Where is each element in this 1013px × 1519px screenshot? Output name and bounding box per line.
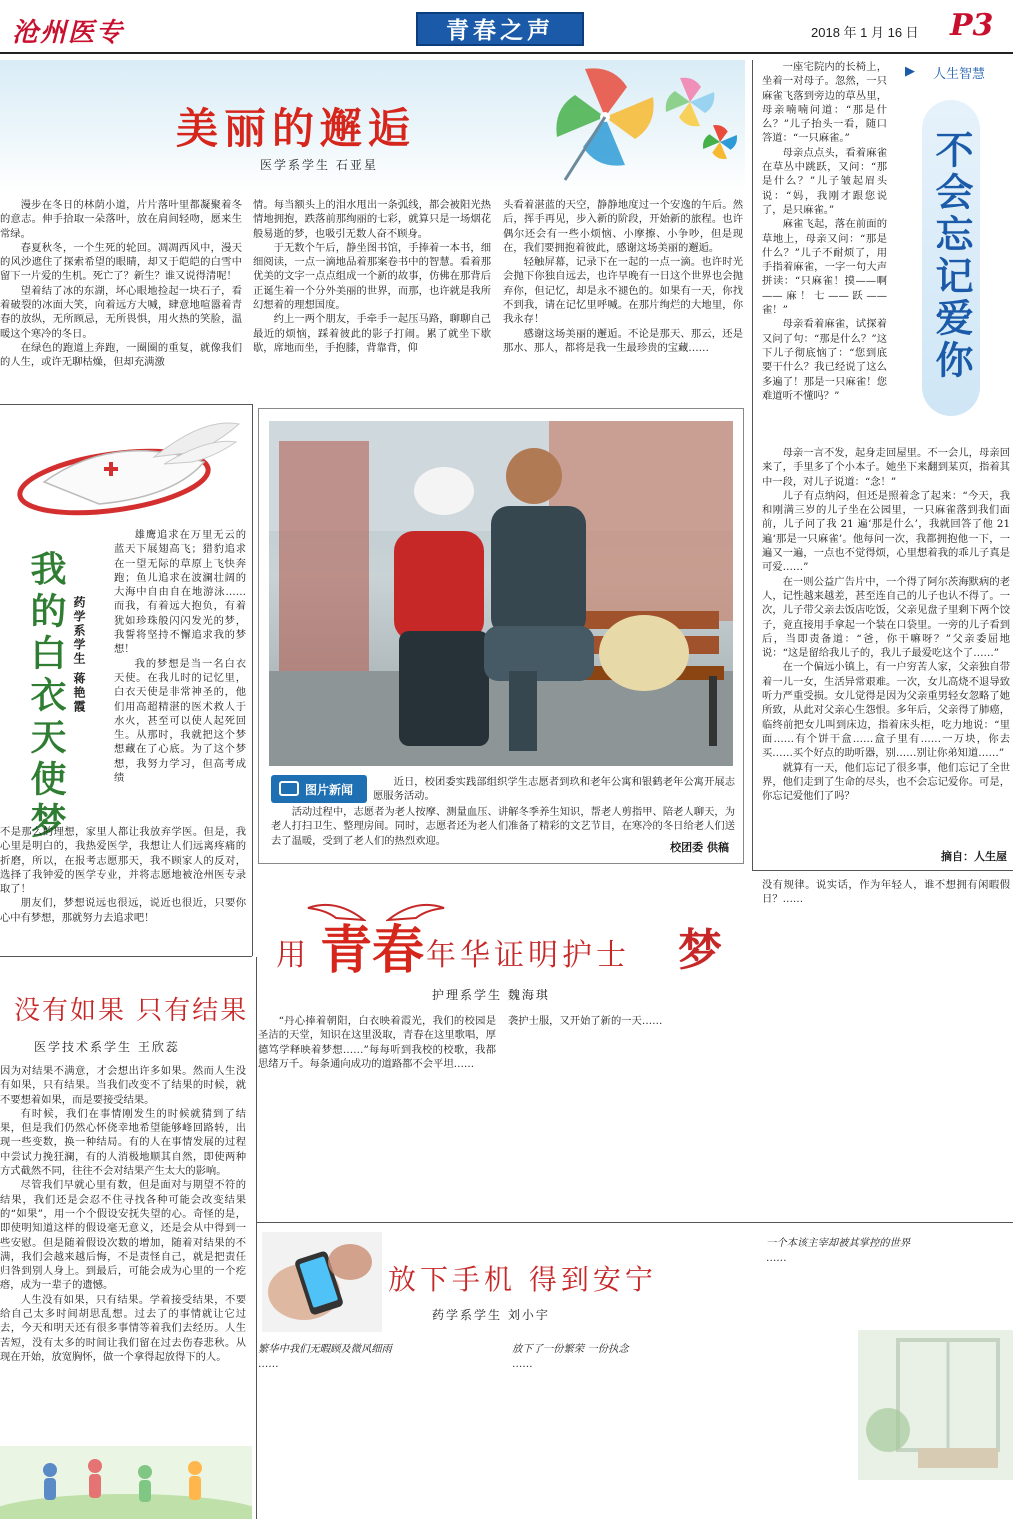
masthead (0, 0, 1013, 56)
article6-author: 药学系学生 刘小宇 (432, 1308, 550, 1322)
article2-paragraph: 雄鹰追求在万里无云的蓝天下展翅高飞；猎豹追求在一望无际的草原上飞快奔跑；鱼儿追求在波澜壮阔的大海中自由自在地游泳……而我，有着远大抱负，有着犹如珍珠般闪闪发光的梦，我誓将坚持不懈追求我的梦想！ (114, 529, 246, 656)
poem-line: …… (512, 1358, 533, 1370)
article2-title: 我的白衣天使梦 (25, 550, 67, 844)
article1-paragraph: 在绿色的跑道上奔跑，一圈圈的重复，就像我们的人生，或许无聊枯燥，但却充满激 (0, 341, 242, 369)
article5-paragraph: 没有规律。说实话，作为年轻人，谁不想拥有闲暇假日？…… (762, 879, 1010, 906)
article6-poem-col3 (766, 1236, 1010, 1516)
photo-news-label: 图片新闻 (305, 783, 354, 797)
photo-volunteers-with-elder (269, 421, 733, 766)
article1-paragraph: 约上一两个朋友，手牵手一起压马路，聊聊自己最近的烦恼，踩着彼此的影子打闹。累了就坐下歇歇，席地而坐，手抱膝，背靠背，仰 (253, 313, 491, 354)
article1-paragraph: 于无数个午后，静坐图书馆，手捧着一本书，细细阅读，一点一滴地品着那案卷书中的智慧。看着那优美的文字一点点组成一个新的故事，仿佛在那背后正诞生着一个分外美丽的世界，而那，也许就是我所幻想着的理想国度。 (253, 241, 491, 312)
article3-paragraph: 尽管我们早就心里有数，但是面对与期望不符的结果，我们还是会忍不住寻找各种可能会改变结果的“如果”，用一个个假设安抚失望的心。奇怪的是，即使明知道这样的假设毫无意义，还是会从中得到一些安慰。但是随着假设次数的增加，随着对结果的不满，我们会越来越后悔，不是责怪自己，就是把责任归咎到别人身上。到最后，可能会成为心里的一个疙瘩，成为一辈子的遗憾。 (0, 1179, 246, 1292)
article4-paragraph: 儿子有点纳闷，但还是照着念了起来：“今天，我和刚满三岁的儿子坐在公园里，一只麻雀落到我们面前，儿子问了我 21 遍‘那是什么’，我就回答了他 21 遍‘那是一只麻雀’。他每问一次，我都拥抱他一下，一遍又一遍，一点也不觉得烦，心里想着我的乖儿子真是可爱……” (762, 489, 1010, 574)
article6-poem-col2 (512, 1342, 752, 1517)
article2-paragraph: 我的梦想是当一名白衣天使。在我儿时的记忆里，白衣天使是非常神圣的，他们用高超精湛的医术救人于水火，甚至可以使人起死回生。从那时，我就把这个梦想藏在了心底。为了这个梦想，我努力学习，但高考成绩 (114, 657, 246, 785)
divider (256, 957, 257, 1519)
divider (752, 60, 753, 870)
article4-wide-col (762, 446, 1010, 838)
article2-narrow-col (114, 528, 246, 813)
article1-col2 (253, 198, 491, 398)
article1-paragraph: 头看着湛蓝的天空，静静地度过一个安逸的午后。然后，挥手再见，步入新的阶段，开始新的旅程。也许偶尔还会有一些小烦恼、小摩擦、小争吵，但是现在，我们要拥抱着彼此，感谢这场美丽的邂逅。 (503, 199, 743, 254)
article5-title-part: 用 (276, 938, 306, 973)
article4-paragraph: 一座宅院内的长椅上，坐着一对母子。忽然，一只麻雀飞落到旁边的草丛里，母亲喃喃问道：“那是什么？”儿子抬头一看，随口答道：“一只麻雀。” (762, 61, 887, 145)
article5-col1 (258, 1014, 496, 1210)
photo-news-credit: 校团委 供稿 (670, 841, 729, 854)
article4-paragraph: 母亲点点头，看着麻雀在草丛中跳跃，又问：“那是什么？”儿子皱起眉头说：“妈，我刚才跟您说了，是只麻雀。” (762, 146, 887, 216)
article5-col3 (762, 878, 1010, 1210)
article1-paragraph: 情。每当额头上的泪水甩出一条弧线，都会被阳光热情地拥抱，跌落前那绚丽的七彩，就算只是一场烟花般易逝的梦，也吸引无数人奋不顾身。 (253, 199, 491, 240)
divider (256, 1222, 1013, 1223)
divider (0, 404, 252, 405)
photo-news-box (258, 408, 744, 864)
article4-paragraph: 在一则公益广告片中，一个得了阿尔茨海默病的老人，记性越来越差，甚至连自己的儿子也认不得了。一次，儿子带父亲去饭店吃饭，父亲见盘子里剩下两个饺子，竟直接用手拿起一个装在口袋里。一旁的儿子看到后，当即责备道：“爸，你干嘛呀？”父亲委屈地说：“这是留给我儿子的，我儿子最爱吃这个了……” (762, 575, 1010, 660)
phone-hands-illustration (262, 1232, 382, 1332)
publication-date: 2018 年 1 月 16 日 (811, 25, 919, 40)
article4-source: 摘自：人生屋 (941, 850, 1007, 863)
article5-title-part: 青春 (320, 921, 425, 981)
divider (752, 870, 1013, 871)
article3-paragraph: 有时候，我们在事情刚发生的时候就猜到了结果，但是我们仍然心怀侥幸地希望能够峰回路转，出现一些变数，换一种结局。有的人在事情发展的过程中尝试力挽狂澜，有的人消极地顺其自然，即使两种方式截然不同，往往不会对结果产生太大的影响。 (0, 1107, 246, 1178)
wing-icon (386, 900, 446, 924)
article1-paragraph: 漫步在冬日的林荫小道，片片落叶里都凝聚着冬的意志。伸手拾取一朵落叶，放在肩间轻吻，愿来生常绿。 (0, 199, 242, 240)
article2-wide-col (0, 825, 246, 947)
article3-paragraph: 因为对结果不满意，才会想出许多如果。然而人生没有如果，只有结果。当我们改变不了结果的时候，就不要想着如果，而是要接受结果。 (0, 1065, 246, 1106)
column-tag-box (905, 62, 1011, 82)
photo-news-lead: 近日，校团委实践部组织学生志愿者到玖和老年公寓和银鹤老年公寓开展志愿服务活动。 (373, 776, 735, 803)
article4-paragraph: 母亲看着麻雀，试探着又问了句：“那是什么？”这下儿子彻底恼了：“您到底要干什么？我已经说了这么多遍了！那是一只麻雀！您难道听不懂吗？” (762, 318, 887, 402)
nurse-cap-illustration (4, 412, 244, 522)
poem-line: …… (766, 1252, 787, 1264)
article4-paragraph: 母亲一言不发，起身走回屋里。不一会儿，母亲回来了，手里多了个小本子。她坐下来翻到某页，指着其中一段，对儿子说道：“念！” (762, 447, 1010, 488)
pinwheel-illustration (455, 62, 745, 182)
article5-title (276, 900, 736, 990)
divider (252, 404, 253, 956)
section-title: 青春之声 (416, 12, 584, 46)
article6-poem-col1 (258, 1342, 498, 1517)
article3-title: 没有如果 只有结果 (14, 996, 249, 1026)
paper-name: 沧州医专 (12, 18, 125, 48)
article1-title: 美丽的邂逅 (176, 104, 417, 153)
article5-col2 (508, 1014, 746, 1210)
masthead-rule (0, 52, 1013, 54)
article2-paragraph: 朋友们，梦想说远也很远，说近也很近，只要你心中有梦想，那就努力去追求吧！ (0, 897, 246, 924)
column-tag: 人生智慧 (933, 67, 986, 82)
poem-line: 一个本该主宰却被其掌控的世界 (766, 1237, 911, 1249)
wing-icon (306, 900, 366, 924)
page-number: P3 (950, 8, 994, 43)
article1-paragraph: 轻触屏幕，记录下在一起的一点一滴。也许时光会抛下你独自远去，也许早晚有一日这个世界也会抛弃你，但记忆，却是永不褪色的。如果有一天，你找不到我，请在记忆里呼喊。在那片绚烂的大地里，你我永存！ (503, 256, 743, 326)
article4-paragraph: 在一个偏远小镇上，有一户穷苦人家，父亲独自带着一儿一女，生活异常艰难。一次，女儿高烧不退导致听力严重受损。女儿觉得是因为父亲重男轻女忽略了她所致，从此对父亲心生怨恨。多年后，父亲得了肺癌，临终前把女儿叫到床边，指着床头柜，吃力地说：“里面……有个饼干盒……盒子里有……一万块，你去买……买个好点的助听器，别……别让你弟知道……” (762, 661, 1010, 760)
article5-title-part: 年华证明护士 (426, 938, 630, 973)
article5-paragraph: “丹心捧着朝阳，白衣映着霞光，我们的校园是圣洁的天堂，知识在这里汲取，青春在这里歌唱，厚德笃学释映着梦想……”每每听到我校的校歌，我都思绪万千。每条通向成功的道路都不会平坦…… (258, 1015, 496, 1070)
article4-title: 不会忘记爱你 (929, 130, 974, 382)
article2-author: 药学系学生 蒋艳霞 (72, 596, 86, 715)
camera-icon (279, 781, 299, 796)
article1-paragraph: 感谢这场美丽的邂逅。不论是那天、那云，还是那水、那人，都将是我一生最珍贵的宝藏…… (503, 327, 743, 354)
article1-paragraph: 春夏秋冬，一个生死的轮回。凋凋西风中，漫天的风沙遮住了探索希望的眼睛，却又于皑皑的白雪中留下一片爱的生机。死亡了？新生？谁又说得清呢！ (0, 241, 242, 283)
divider (0, 956, 252, 957)
article3-author: 医学技术系学生 王欣蕊 (34, 1040, 180, 1054)
article5-title-part: 梦 (678, 925, 722, 976)
article5-paragraph: 袭护士服，又开始了新的一天…… (508, 1015, 663, 1027)
article4-narrow-col (762, 60, 887, 445)
article6-title: 放下手机 得到安宁 (388, 1263, 657, 1296)
article1-author: 医学系学生 石亚星 (260, 158, 378, 172)
article5-author: 护理系学生 魏海琪 (432, 988, 550, 1002)
article1-col1 (0, 198, 242, 398)
article1-paragraph: 望着结了冰的东湖，坏心眼地捡起一块石子，看着破裂的冰面大笑，向着远方大喊，肆意地喧嚣着青春的放纵，无所顾忌，无所畏惧，用火热的笑脸，温暖这个寒冷的冬日。 (0, 284, 242, 340)
poem-line: …… (258, 1358, 279, 1370)
article1-col3 (503, 198, 743, 398)
article1-banner (0, 60, 745, 192)
article3-body (0, 1064, 246, 1444)
poem-line: 放下了一份繁荣 一份执念 (512, 1343, 629, 1355)
article4-paragraph: 麻雀飞起，落在前面的草地上，母亲又问：“那是什么？”儿子不耐烦了，用手指着麻雀，一字一句大声拼读：“只麻雀！摸——啊——麻！七——跃——雀！” (762, 218, 887, 317)
article4-paragraph: 就算有一天，他们忘记了很多事，他们忘记了全世界，他们走到了生命的尽头，也不会忘记爱你。可是，你忘记爱他们了吗？ (762, 761, 1010, 803)
article2-paragraph: 不是那么的理想，家里人都让我放弃学医。但是，我心里是明白的，我热爱医学，我想让人们远离疼痛的折磨，所以，在报考志愿那天，我不顾家人的反对，选择了我钟爱的医学专业，并将志愿地被沧州医专录取了！ (0, 826, 246, 896)
running-students-illustration (0, 1446, 252, 1519)
chevron-right-icon: ▶ (905, 64, 915, 79)
poem-line: 繁华中我们无暇顾及微风细雨 (258, 1343, 392, 1355)
photo-news-body: 活动过程中，志愿者为老人按摩、测量血压、讲解冬季养生知识，帮老人剪指甲、陪老人聊天，为老人打扫卫生、整理房间。同时，志愿者还为老人们准备了精彩的文艺节目，在寒冷的冬日给老人们送去了温暖，受到了老人们的热烈欢迎。 (271, 806, 735, 847)
photo-news-label-box (271, 775, 367, 803)
article3-paragraph: 人生没有如果，只有结果。学着接受结果，不要给自己太多时间胡思乱想。过去了的事情就让它过去，今天和明天还有很多事情等着我们去经历。人生苦短，没有太多的时间让我们留在过去伤春悲秋。从现在开始，放宽胸怀，做一个拿得起放得下的人。 (0, 1293, 246, 1363)
